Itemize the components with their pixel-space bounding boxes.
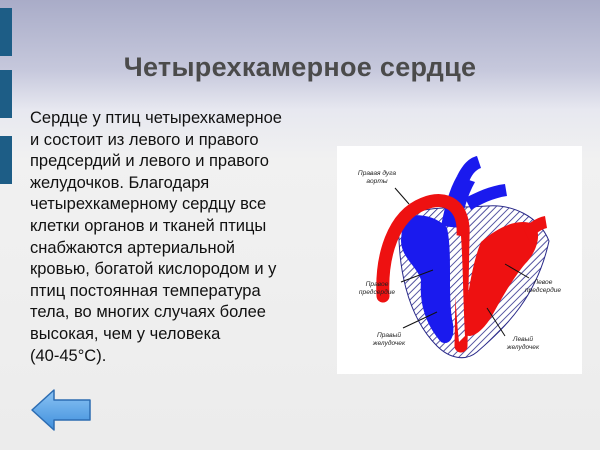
- left-arrow-icon: [30, 388, 92, 432]
- slide-title: Четырехкамерное сердце: [123, 52, 477, 82]
- sidebar-accent-1: [0, 8, 12, 56]
- body-text: Сердце у птиц четырехкамерное и состоит из левого и правого предсердий и левого и правого желудочков. Благодаря четырехкамерному сердцу все клетки органов и тканей птицы снабжаются артериальной кровью, богатой кислородом и у птиц постоянная температура тела, во многих случаях более высокая, чем у человека (40-45°С).: [30, 109, 282, 365]
- heart-diagram: [337, 146, 582, 374]
- label-left-ventricle: Левый желудочек: [506, 336, 540, 351]
- back-button[interactable]: [30, 388, 92, 432]
- label-right-ventricle: Правый желудочек: [372, 332, 406, 347]
- label-right-atrium: Правое предсердие: [358, 281, 396, 296]
- sidebar-accent-3: [0, 136, 12, 184]
- pointer-aorta: [395, 188, 409, 204]
- label-aorta: Правая дуга аорты: [357, 170, 397, 185]
- label-left-atrium: Левое предсердие: [524, 279, 562, 294]
